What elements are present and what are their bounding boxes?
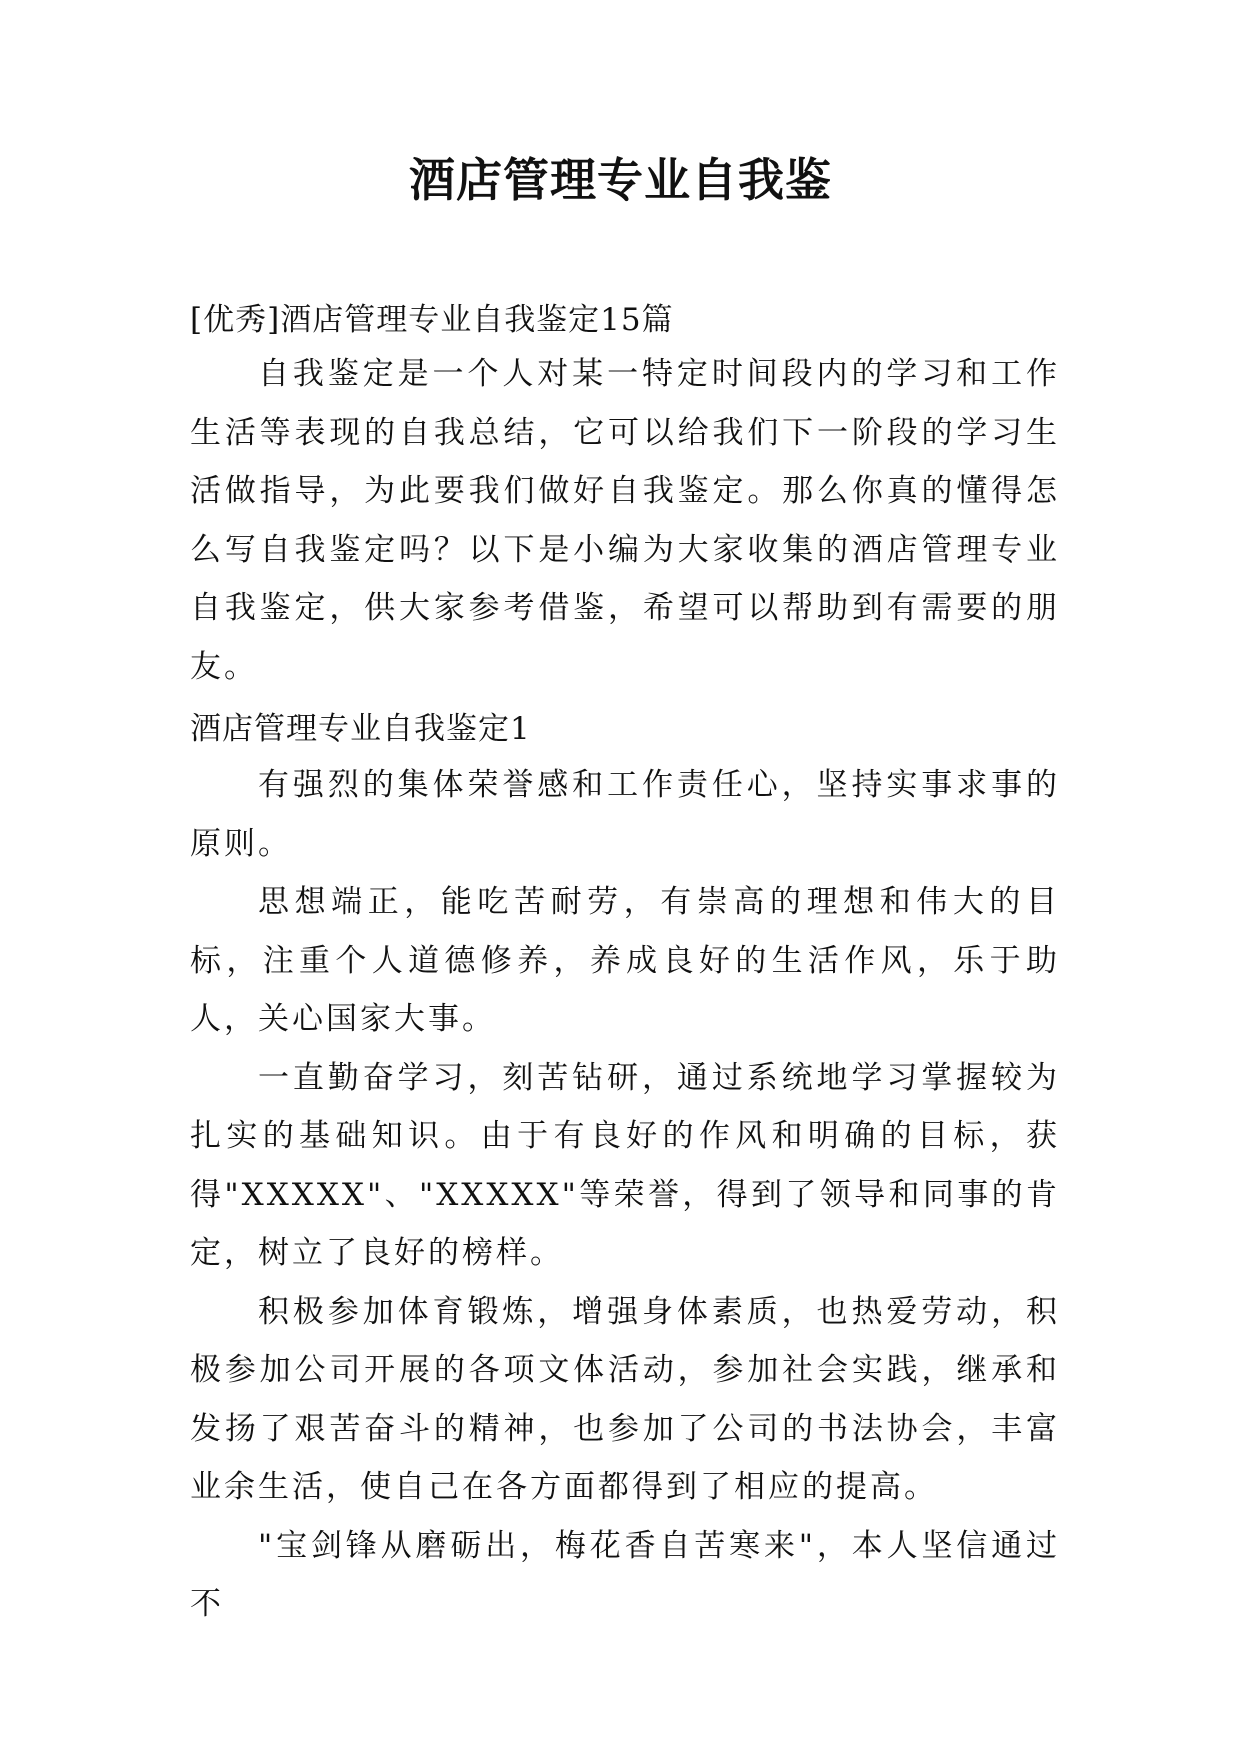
body-paragraph: 有强烈的集体荣誉感和工作责任心，坚持实事求事的原则。 [190, 767, 1060, 862]
body-paragraph: "宝剑锋从磨砺出，梅花香自苦寒来"，本人坚信通过不 [190, 1527, 1060, 1622]
section-body [190, 756, 1060, 1634]
body-paragraph: 思想端正，能吃苦耐劳，有崇高的理想和伟大的目标，注重个人道德修养，养成良好的生活作风，乐于助人，关心国家大事。 [190, 884, 1060, 1037]
body-paragraph: 一直勤奋学习，刻苦钻研，通过系统地学习掌握较为扎实的基础知识。由于有良好的作风和明确的目标，获得"XXXXX"、"XXXXX"等荣誉，得到了领导和同事的肯定，树立了良好的榜样。 [190, 1059, 1060, 1271]
intro-paragraph: 自我鉴定是一个人对某一特定时间段内的学习和工作生活等表现的自我总结，它可以给我们下一阶段的学习生活做指导，为此要我们做好自我鉴定。那么你真的懂得怎么写自我鉴定吗？以下是小编为大家收集的酒店管理专业自我鉴定，供大家参考借鉴，希望可以帮助到有需要的朋友。 [190, 356, 1060, 685]
body-paragraph: 积极参加体育锻炼，增强身体素质，也热爱劳动，积极参加公司开展的各项文体活动，参加社会实践，继承和发扬了艰苦奋斗的精神，也参加了公司的书法协会，丰富业余生活，使自己在各方面都得到了相应的提高。 [190, 1293, 1060, 1505]
intro-block [190, 345, 1060, 696]
document-title: 酒店管理专业自我鉴 [409, 153, 832, 207]
document-subtitle: [优秀]酒店管理专业自我鉴定15篇 [190, 302, 674, 338]
section-heading: 酒店管理专业自我鉴定1 [190, 711, 531, 747]
